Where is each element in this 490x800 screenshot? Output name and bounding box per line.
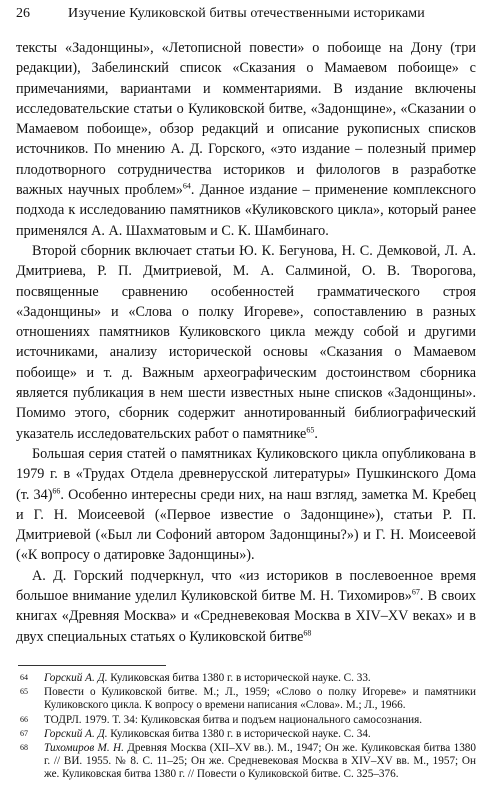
footnote-body: Куликовская битва 1380 г. в исторической науке. С. 34. <box>107 727 371 740</box>
footnote-number: 65 <box>20 687 28 697</box>
footnote-ref[interactable]: 65 <box>306 424 315 434</box>
footnote-body: Повести о Куликовской битве. М.; Л., 1959; «Слово о полку Игореве» и памятники Куликовского цикла. К вопросу о времени написания «Слова». М.; Л., 1966. <box>44 686 476 712</box>
paragraph <box>16 38 476 241</box>
paragraph-text: . В своих книгах «Древняя Москва» и «Средневековая Москва в XIV–XV веках» и в двух специальных статьях о Куликовской битве <box>16 588 476 645</box>
paragraph-text: Большая серия статей о памятниках Куликовского цикла опубликована в 1979 г. в «Трудах Отдела древнерусской литературы» Пушкинского Дома (т. 34) <box>16 445 476 503</box>
footnote <box>16 742 476 782</box>
page-number: 26 <box>16 6 30 21</box>
footnote-divider <box>18 665 166 666</box>
footnote <box>16 672 476 685</box>
footnote <box>16 714 476 727</box>
footnote <box>16 728 476 741</box>
footnote-text <box>44 686 476 712</box>
paragraph-text: . <box>314 425 318 442</box>
footnote <box>16 686 476 712</box>
footnote-body: Древняя Москва (XII–XV вв.). М., 1947; Он же. Куликовская битва 1380 г. // ВИ. 1955. № 8. С. 11–25; Он же. Средневековая Москва в XIV–XV вв. М., 1957; Он же. Куликовская битва 1380 г. // Повести о Куликовской битве. С. 325–376. <box>44 741 476 781</box>
footnote-body: ТОДРЛ. 1979. Т. 34: Куликовская битва и подъем национального самосознания. <box>44 713 423 726</box>
footnote-ref[interactable]: 67 <box>411 587 420 597</box>
footnotes <box>16 672 476 782</box>
paragraph-text: . Особенно интересны среди них, на наш взгляд, заметка М. Кребец и Г. Н. Моисеевой («Первое известие о Задонщине»), статьи Р. П. Дмитриевой («Был ли Софоний автором Задонщины?») и Г. Н. Моисеевой («К вопросу о датировке Задонщины»). <box>16 486 476 564</box>
paragraph <box>16 241 476 444</box>
running-title: Изучение Куликовской битвы отечественными историками <box>68 6 425 21</box>
paragraph <box>16 566 476 647</box>
footnote-number: 66 <box>20 714 28 724</box>
page-header <box>16 0 476 38</box>
footnote-number: 64 <box>20 672 28 682</box>
footnote-author: Горский А. Д. <box>44 727 108 740</box>
body-text <box>16 38 476 647</box>
footnote-text <box>44 728 476 741</box>
paragraph <box>16 444 476 566</box>
footnote-author: Горский А. Д. <box>44 671 108 684</box>
paragraph-text: А. Д. Горский подчеркнул, что «из историков в послевоенное время большое внимание уделил Куликовской битве М. Н. Тихомиров» <box>16 567 476 605</box>
footnote-text <box>44 714 476 727</box>
footnote-body: Куликовская битва 1380 г. в исторической науке. С. 33. <box>107 671 371 684</box>
footnote-text <box>44 672 476 685</box>
footnote-ref[interactable]: 66 <box>52 485 61 495</box>
footnote-author: Тихомиров М. Н. <box>44 741 124 754</box>
footnote-number: 68 <box>20 742 28 752</box>
paragraph-text: . Данное издание – применение комплексного подхода к исследованию памятников «Куликовского цикла», который ранее применялся А. А. Шахматовым и С. К. Шамбинаго. <box>16 182 476 239</box>
footnote-ref[interactable]: 64 <box>182 181 191 191</box>
footnote-ref[interactable]: 68 <box>303 627 312 637</box>
footnote-number: 67 <box>20 728 28 738</box>
paragraph-text: Второй сборник включает статьи Ю. К. Бегунова, Н. С. Демковой, Л. А. Дмитриева, Р. П. Дмитриевой, М. А. Салминой, О. В. Творогова, посвященные сравнению особенностей грамматического строя «Задонщины» и «Слова о полку Игореве», сопоставлению в разных отношениях памятников Куликовского цикла между собой и другими источниками, анализу исторической основы «Сказания о Мамаевом побоище» и т. д. Важным археографическим достоинством сборника является публикация в нем шести известных ныне списков «Задонщины». Помимо этого, сборник содержит аннотированный библиографический указатель исследовательских работ о памятнике <box>16 242 476 442</box>
paragraph-text: тексты «Задонщины», «Летописной повести» о побоище на Дону (три редакции), Забелинский список «Сказания о Мамаевом побоище» с примечаниями, вариантами и комментариями. В издание включены исследовательские статьи о Куликовской битве, «Задонщине», «Сказании о Мамаевом побоище», обзор редакций и описание рукописных списков источников. По мнению А. Д. Горского, «это издание – полезный пример плодотворного сотрудничества историков и филологов в разработке важных научных проблем» <box>16 40 476 199</box>
footnote-text <box>44 742 476 782</box>
